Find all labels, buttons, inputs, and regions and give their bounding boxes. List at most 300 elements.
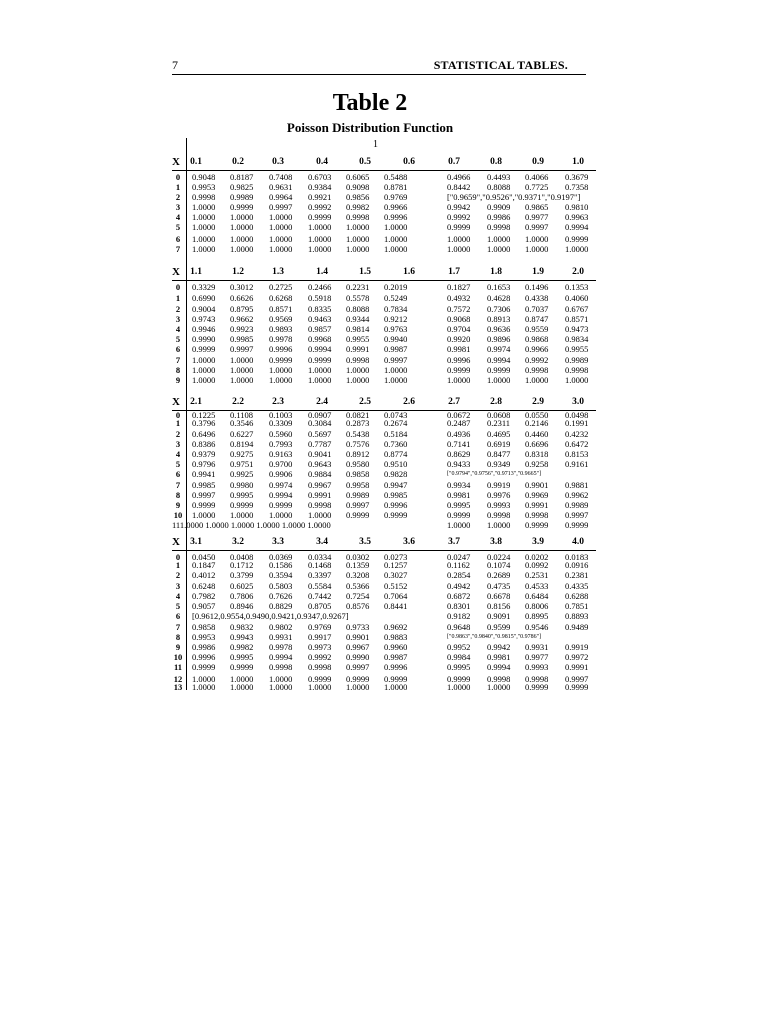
table-cell: 0.9580 [346, 459, 370, 469]
table-cell: 1.0000 [308, 244, 332, 254]
table-cell: 0.2873 [346, 418, 370, 428]
table-cell: 1.0000 [192, 674, 216, 684]
table-cell: 0.6678 [487, 591, 511, 601]
table-cell: 0.9974 [269, 480, 293, 490]
table-cell: 0.9976 [487, 490, 511, 500]
mu-header: 3.3 [272, 537, 284, 547]
table-cell: 0.3329 [192, 282, 216, 292]
table-cell: 1.0000 [346, 375, 370, 385]
table-row [172, 344, 596, 354]
table-cell: 1.0000 [525, 244, 549, 254]
table-cell: 1.0000 [346, 365, 370, 375]
table-row [172, 480, 596, 490]
table-cell: 0.9004 [192, 304, 216, 314]
block-header [172, 264, 596, 281]
table-row [172, 611, 596, 621]
x-value: 3 [175, 314, 181, 324]
table-cell: 0.8829 [269, 601, 293, 611]
table-cell: 0.8913 [487, 314, 511, 324]
table-cell: 0.9941 [192, 469, 216, 479]
table-row [172, 314, 596, 324]
table-cell: 0.9917 [308, 632, 332, 642]
x-value: 8 [175, 365, 181, 375]
table-cell: 0.6696 [525, 439, 549, 449]
table-cell: 0.4335 [565, 581, 589, 591]
table-cell: 0.9463 [308, 314, 332, 324]
table-cell: 0.1496 [525, 282, 549, 292]
table-cell: 0.8571 [269, 304, 293, 314]
x-value: 5 [175, 222, 181, 232]
x-value: 3 [175, 202, 181, 212]
table-cell: 0.8995 [525, 611, 549, 621]
table-cell: 0.9763 [384, 324, 408, 334]
table-cell: 0.8912 [346, 449, 370, 459]
x-value: 8 [175, 632, 181, 642]
table-cell: 0.0498 [565, 410, 589, 420]
table-cell: 0.9923 [230, 324, 254, 334]
table-cell: 0.9769 [384, 192, 408, 202]
table-cell: 0.9978 [269, 642, 293, 652]
table-cell: 0.9990 [346, 652, 370, 662]
x-label: X [172, 396, 180, 408]
table-cell: 0.9992 [308, 652, 332, 662]
table-cell: 0.1225 [192, 410, 216, 420]
table-cell: 0.9275 [230, 449, 254, 459]
table-cell: ["0.9794","0.9756","0.9713","0.9665"] [447, 471, 542, 477]
mu-header: 0.1 [190, 157, 202, 167]
table-cell: 1.0000 [269, 222, 293, 232]
table-cell: 0.8774 [384, 449, 408, 459]
table-cell: 0.4066 [525, 172, 549, 182]
x-value: 4 [175, 212, 181, 222]
table-cell: 0.0907 [308, 410, 332, 420]
table-cell: 0.1586 [269, 560, 293, 570]
table-cell: 0.9968 [308, 334, 332, 344]
x-value: 4 [175, 591, 181, 601]
table-cell: 0.9993 [487, 500, 511, 510]
table-cell: 1.0000 [192, 244, 216, 254]
table-cell: 0.9814 [346, 324, 370, 334]
table-cell: 0.1074 [487, 560, 511, 570]
table-cell: 0.9857 [308, 324, 332, 334]
table-cell: 0.9868 [525, 334, 549, 344]
mu-header: 2.1 [190, 397, 202, 407]
table-cell: ["0.9863","0.9840","0.9815","0.9786"] [447, 634, 542, 640]
table-cell: 0.9998 [346, 212, 370, 222]
table-cell: 0.9977 [525, 652, 549, 662]
table-row [172, 510, 596, 520]
mu-header: 1.3 [272, 267, 284, 277]
table-cell: 0.9258 [525, 459, 549, 469]
x-value: 2 [175, 570, 181, 580]
table-cell: 1.0000 [230, 674, 254, 684]
table-cell: 0.9733 [346, 622, 370, 632]
table-cell: 1.0000 [447, 244, 471, 254]
table-cell: 0.0550 [525, 410, 549, 420]
table-cell: 0.3012 [230, 282, 254, 292]
table-subtitle: Poisson Distribution Function [286, 120, 454, 135]
mu-header: 2.3 [272, 397, 284, 407]
table-cell: 0.9636 [487, 324, 511, 334]
table-cell: 0.9998 [346, 355, 370, 365]
table-row [172, 652, 596, 662]
table-cell: 0.9802 [269, 622, 293, 632]
table-cell: 0.9909 [487, 202, 511, 212]
table-cell: 0.9997 [346, 662, 370, 672]
table-cell: 1.0000 [346, 222, 370, 232]
x-value: 3 [175, 581, 181, 591]
table-cell: 0.0992 [525, 560, 549, 570]
mu-header: 0.4 [316, 157, 328, 167]
table-cell: 0.6227 [230, 429, 254, 439]
table-cell: 0.2311 [487, 418, 511, 428]
table-cell: 0.9999 [230, 202, 254, 212]
table-cell: 1.0000 [269, 244, 293, 254]
mu-header: 2.2 [232, 397, 244, 407]
table-row [172, 560, 596, 570]
table-cell: 0.9967 [308, 480, 332, 490]
x-value: 6 [175, 469, 181, 479]
table-cell: 0.4628 [487, 293, 511, 303]
table-cell: 0.9648 [447, 622, 471, 632]
table-cell: 1.0000 [447, 682, 471, 692]
table-cell: 0.9161 [565, 459, 589, 469]
table-cell: 0.9999 [447, 674, 471, 684]
table-cell: 0.1162 [447, 560, 471, 570]
table-cell: 1.0000 [525, 375, 549, 385]
table-cell: 1.0000 [230, 510, 254, 520]
table-row [172, 591, 596, 601]
table-cell: 0.8629 [447, 449, 471, 459]
table-cell: 0.5803 [269, 581, 293, 591]
table-cell: 0.1257 [384, 560, 408, 570]
table-cell: 0.0224 [487, 552, 511, 562]
table-cell: 0.4460 [525, 429, 549, 439]
table-cell: 0.9048 [192, 172, 216, 182]
table-cell: 0.0450 [192, 552, 216, 562]
mu-header: 1.2 [232, 267, 244, 277]
x-value: 1 [175, 182, 181, 192]
table-cell: 0.8477 [487, 449, 511, 459]
mu-header: 0.6 [403, 157, 415, 167]
table-cell: 0.5438 [346, 429, 370, 439]
table-row [172, 234, 596, 244]
table-cell: 0.7408 [269, 172, 293, 182]
table-cell: 0.9163 [269, 449, 293, 459]
table-cell: 0.9856 [346, 192, 370, 202]
table-cell: 1.0000 [230, 234, 254, 244]
table-cell: 0.5488 [384, 172, 408, 182]
mu-header: 1.5 [359, 267, 371, 277]
x-label: X [172, 156, 180, 168]
table-row [172, 581, 596, 591]
table-cell: 0.9985 [192, 480, 216, 490]
table-cell: 0.9985 [384, 490, 408, 500]
table-cell: 0.9546 [525, 622, 549, 632]
table-cell: 0.2381 [565, 570, 589, 580]
table-cell: 0.9964 [269, 192, 293, 202]
table-cell: 0.9996 [384, 212, 408, 222]
table-cell: 0.3397 [308, 570, 332, 580]
table-cell: 0.5249 [384, 293, 408, 303]
table-cell: 1.0000 [230, 244, 254, 254]
table-cell: 0.9901 [525, 480, 549, 490]
table-cell: 1.0000 [192, 355, 216, 365]
table-cell: 0.8795 [230, 304, 254, 314]
table-cell: 0.9091 [487, 611, 511, 621]
table-cell: 0.9998 [565, 365, 589, 375]
table-cell: 0.3799 [230, 570, 254, 580]
table-cell: 0.0302 [346, 552, 370, 562]
table-cell: 0.7141 [447, 439, 471, 449]
table-cell: 0.9999 [192, 344, 216, 354]
table-cell: 1.0000 [384, 365, 408, 375]
table-cell: 0.9999 [346, 510, 370, 520]
table-cell: 0.2019 [384, 282, 408, 292]
table-cell: 0.8893 [565, 611, 589, 621]
x-value: 3 [175, 439, 181, 449]
table-cell: 0.7806 [230, 591, 254, 601]
table-cell: 1.0000 [346, 244, 370, 254]
mu-header: 2.7 [448, 397, 460, 407]
table-cell: 1.0000 [192, 365, 216, 375]
table-cell: 1.0000 [487, 244, 511, 254]
table-cell: 0.4060 [565, 293, 589, 303]
mu-header: 1.8 [490, 267, 502, 277]
table-row [172, 632, 596, 642]
table-cell: 0.2531 [525, 570, 549, 580]
table-cell: 0.9960 [384, 642, 408, 652]
table-cell: 0.9998 [487, 510, 511, 520]
table-cell: 0.9966 [525, 344, 549, 354]
table-cell: 1.0000 [192, 510, 216, 520]
table-cell: 0.9999 [447, 222, 471, 232]
table-cell: 0.9995 [447, 500, 471, 510]
table-cell: 0.4695 [487, 429, 511, 439]
table-cell: 0.8576 [346, 601, 370, 611]
table-cell: 0.6484 [525, 591, 549, 601]
table-cell: 0.9834 [565, 334, 589, 344]
table-cell: 0.7358 [565, 182, 589, 192]
table-cell: 0.9997 [192, 490, 216, 500]
table-cell: 1.0000 [487, 520, 511, 530]
mu-header: 2.9 [532, 397, 544, 407]
table-cell: 0.6990 [192, 293, 216, 303]
table-cell: 0.9981 [447, 490, 471, 500]
table-row [172, 172, 596, 182]
table-cell: 0.2487 [447, 418, 471, 428]
table-cell: 0.9212 [384, 314, 408, 324]
table-cell: 0.7254 [346, 591, 370, 601]
table-cell: 0.9998 [487, 222, 511, 232]
table-cell: 1.0000 [192, 682, 216, 692]
table-cell: 0.9883 [384, 632, 408, 642]
table-cell: 0.9942 [447, 202, 471, 212]
table-cell: 0.9990 [192, 334, 216, 344]
table-cell: 0.4942 [447, 581, 471, 591]
x-value: 4 [175, 449, 181, 459]
table-row [172, 244, 596, 254]
x-value: 1 [175, 418, 181, 428]
mu-header: 3.0 [572, 397, 584, 407]
table-cell: 0.9999 [269, 355, 293, 365]
mu-header: 1.1 [190, 267, 202, 277]
table-title: Table 2 [332, 90, 408, 116]
table-cell: 0.0334 [308, 552, 332, 562]
x-value: 6 [175, 344, 181, 354]
x-value: 2 [175, 429, 181, 439]
table-cell: 0.7572 [447, 304, 471, 314]
mu-header: 3.2 [232, 537, 244, 547]
table-cell: 0.9998 [487, 674, 511, 684]
table-cell: 0.9379 [192, 449, 216, 459]
table-cell: 0.9881 [565, 480, 589, 490]
mu-header: 3.6 [403, 537, 415, 547]
mu-header: 2.8 [490, 397, 502, 407]
table-cell: 0.9999 [230, 500, 254, 510]
table-cell: 0.7442 [308, 591, 332, 601]
table-row [172, 192, 596, 202]
table-cell: 0.0369 [269, 552, 293, 562]
mu-header: 1.0 [572, 157, 584, 167]
table-cell: 0.4493 [487, 172, 511, 182]
table-row [172, 439, 596, 449]
table-cell: 1.0000 [230, 375, 254, 385]
table-row [172, 642, 596, 652]
table-cell: 0.6472 [565, 439, 589, 449]
table-cell: 0.9692 [384, 622, 408, 632]
table-cell: 0.9995 [230, 490, 254, 500]
table-cell: 0.8571 [565, 314, 589, 324]
table-row [172, 429, 596, 439]
table-cell: 0.9999 [192, 662, 216, 672]
running-title: STATISTICAL TABLES. [433, 58, 568, 72]
table-cell: 0.9057 [192, 601, 216, 611]
table-cell: 0.9998 [525, 510, 549, 520]
table-cell: 0.9704 [447, 324, 471, 334]
table-cell: 0.3546 [230, 418, 254, 428]
table-cell: 0.9344 [346, 314, 370, 324]
table-cell: 0.7626 [269, 591, 293, 601]
table-cell: 0.9987 [384, 344, 408, 354]
table-cell: 0.9982 [230, 642, 254, 652]
table-cell: 0.1991 [565, 418, 589, 428]
table-cell: 0.9962 [565, 490, 589, 500]
x-value: 9 [175, 642, 181, 652]
table-cell: 0.9643 [308, 459, 332, 469]
table-cell: 0.9952 [447, 642, 471, 652]
table-cell: 0.9349 [487, 459, 511, 469]
table-cell: 0.9985 [230, 334, 254, 344]
table-cell: 0.9986 [487, 212, 511, 222]
table-cell: 0.9384 [308, 182, 332, 192]
x-value: 7 [175, 244, 181, 254]
mu-header: 1.4 [316, 267, 328, 277]
table-cell: 1.0000 [487, 375, 511, 385]
table-cell: 0.9991 [565, 662, 589, 672]
table-cell: 0.9994 [308, 344, 332, 354]
mu-header: 1.6 [403, 267, 415, 277]
table-cell: 0.6288 [565, 591, 589, 601]
mu-header: 1.9 [532, 267, 544, 277]
mu-header: 0.3 [272, 157, 284, 167]
table-cell: 0.0608 [487, 410, 511, 420]
page-number: 7 [172, 58, 178, 72]
table-row [172, 293, 596, 303]
table-cell: 0.9810 [565, 202, 589, 212]
table-cell: 0.8781 [384, 182, 408, 192]
x-value: 0 [175, 410, 181, 420]
table-cell: 0.9953 [192, 182, 216, 192]
table-cell: 1.0000 [230, 355, 254, 365]
table-cell: 0.9995 [447, 662, 471, 672]
table-cell: 0.1108 [230, 410, 254, 420]
table-cell: 0.9967 [346, 642, 370, 652]
table-cell: 0.9998 [192, 192, 216, 202]
table-cell: 1.0000 [384, 222, 408, 232]
table-cell: 0.9998 [525, 365, 549, 375]
x-value: 6 [175, 234, 181, 244]
table-cell: 0.9999 [565, 234, 589, 244]
table-cell: 1.0000 [384, 375, 408, 385]
table-cell: 0.6919 [487, 439, 511, 449]
table-cell: 0.9041 [308, 449, 332, 459]
table-cell: 0.4735 [487, 581, 511, 591]
table-cell: ["0.9659","0.9526","0.9371","0.9197"] [447, 192, 581, 202]
table-cell: 0.9946 [192, 324, 216, 334]
table-cell: 0.9991 [525, 500, 549, 510]
table-cell: 1.0000 [308, 682, 332, 692]
table-row [172, 182, 596, 192]
table-cell: 1.0000 [487, 234, 511, 244]
table-cell: 0.9828 [384, 469, 408, 479]
table-row [172, 500, 596, 510]
page-mark: 1 [373, 139, 378, 150]
table-cell: 0.5960 [269, 429, 293, 439]
table-row [172, 282, 596, 292]
table-cell: 0.8194 [230, 439, 254, 449]
table-cell: 1.0000 [269, 212, 293, 222]
table-cell: 0.6025 [230, 581, 254, 591]
table-cell: 0.9182 [447, 611, 471, 621]
table-cell: 0.9999 [384, 510, 408, 520]
table-cell: 0.9700 [269, 459, 293, 469]
table-row [172, 324, 596, 334]
table-cell: 0.9559 [525, 324, 549, 334]
table-cell: 0.9999 [525, 520, 549, 530]
table-cell: 0.9825 [230, 182, 254, 192]
table-cell: 0.2854 [447, 570, 471, 580]
table-cell: 0.9631 [269, 182, 293, 192]
table-cell: 0.9997 [565, 674, 589, 684]
table-cell: 0.4966 [447, 172, 471, 182]
table-cell: 0.9906 [269, 469, 293, 479]
table-cell: 1.0000 [230, 365, 254, 375]
table-cell: 1.0000 [346, 682, 370, 692]
table-cell: 0.9996 [447, 355, 471, 365]
table-cell: 0.9953 [192, 632, 216, 642]
x-value: 1 [175, 560, 181, 570]
table-cell: 0.7787 [308, 439, 332, 449]
table-cell: 0.7993 [269, 439, 293, 449]
table-cell: 1.0000 [447, 520, 471, 530]
table-cell: 1.0000 [192, 202, 216, 212]
table-cell: 0.7725 [525, 182, 549, 192]
table-row [172, 304, 596, 314]
x-value: 9 [175, 500, 181, 510]
table-cell: 0.3796 [192, 418, 216, 428]
table-cell: 0.6065 [346, 172, 370, 182]
